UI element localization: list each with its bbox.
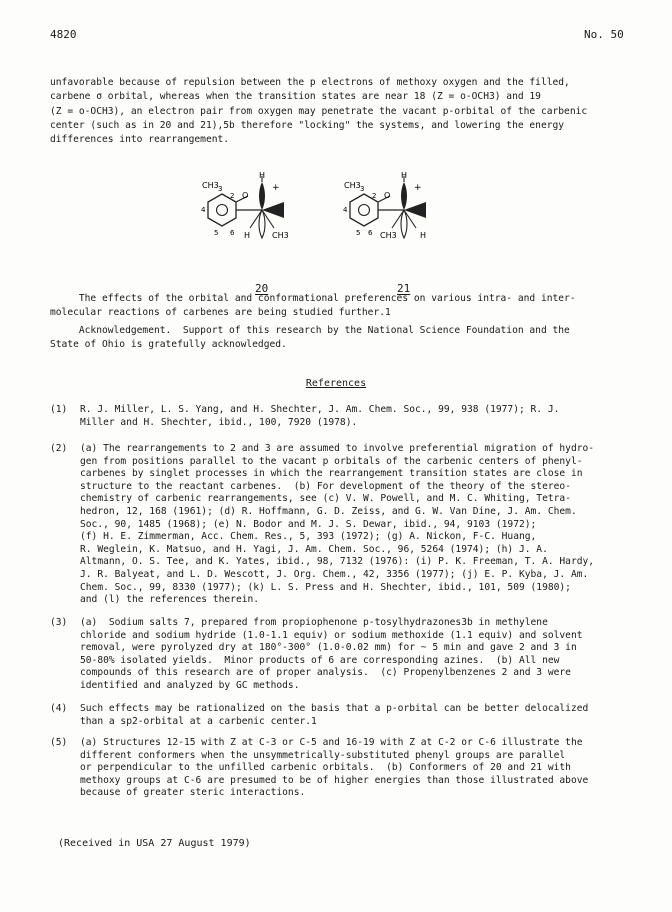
- reference-line: (a) Structures 12-15 with Z at C-3 or C-5 and 16-19 with Z at C-2 or C-6 illustrate the: [80, 737, 583, 748]
- reference-line: (a) The rearrangements to 2 and 3 are assumed to involve preferential migration of hydro-: [80, 443, 595, 454]
- reference-line: identified and analyzed by GC methods.: [80, 679, 300, 691]
- intro-line: differences into rearrangement.: [50, 134, 230, 146]
- intro-paragraph: [50, 76, 624, 147]
- reference-line: R. Weglein, K. Matsuo, and H. Yagi, J. Am. Chem. Soc., 96, 5264 (1974); (h) J. A.: [80, 543, 548, 555]
- effects-line: molecular reactions of carbenes are being studied further.1: [50, 307, 391, 319]
- reference-line: chemistry of carbenic rearrangements, see (c) V. W. Powell, and M. C. Whiting, Tetra-: [80, 493, 571, 505]
- reference-line: structure to the reactant carbenes. (b) For development of the theory of the stereo-: [80, 480, 571, 492]
- ring-position-2: 2: [230, 192, 235, 200]
- reference-line: (f) H. E. Zimmerman, Acc. Chem. Res., 5, 393 (1972); (g) A. Nickon, F-C. Huang,: [80, 531, 537, 543]
- reference-line: (a) Sodium salts 7, prepared from propiophenone p-tosylhydrazones3b in methylene: [80, 617, 548, 628]
- ch3-label: CH3: [344, 181, 361, 190]
- reference-line: or perpendicular to the unfilled carbenic orbitals. (b) Conformers of 20 and 21 with: [80, 762, 571, 774]
- ch3-label: CH3: [202, 181, 219, 190]
- reference-number: (1): [50, 404, 68, 415]
- reference-line: carbenes by singlet processes in which the rearrangement transition states are close in: [80, 468, 583, 480]
- reference-line: than a sp2-orbital at a carbenic center.1: [80, 715, 317, 727]
- reference-number: (5): [50, 737, 68, 748]
- reference-number: (4): [50, 703, 68, 714]
- intro-line: unfavorable because of repulsion between the p electrons of methoxy oxygen and the filled,: [50, 77, 570, 88]
- reference-line: Chem. Soc., 99, 8330 (1977); (k) L. S. Press and H. Shechter, ibid., 101, 509 (1980);: [80, 581, 571, 593]
- hydrogen-label: H: [420, 231, 427, 240]
- ring-position-3: 3: [218, 185, 223, 193]
- acknowledgement-line: State of Ohio is gratefully acknowledged.: [50, 339, 287, 351]
- oxygen-label: O: [384, 191, 391, 200]
- reference-line: J. R. Balyeat, and L. D. Wescott, J. Org. Chem., 42, 3356 (1977); (j) E. P. Kyba, J. Am.: [80, 568, 589, 580]
- reference-line: chloride and sodium hydride (1.0-1.1 equiv) or sodium methoxide (1.1 equiv) and solvent: [80, 629, 583, 641]
- ring-position-6: 6: [368, 229, 373, 237]
- ch3-label: CH3: [272, 231, 289, 240]
- reference-line: different conformers when the unsymmetrically-substituted phenyl groups are parallel: [80, 749, 566, 761]
- hydrogen-label: H: [401, 172, 408, 180]
- intro-line: (Z = o-OCH3), an electron pair from oxygen may penetrate the vacant p-orbital of the carbenic: [50, 105, 588, 117]
- references-heading: References: [305, 378, 367, 389]
- reference-line: removal, were pyrolyzed dry at 180°-300° (1.0-0.02 mm) for ~ 5 min and gave 2 and 3 in: [80, 642, 577, 654]
- page-number: 4820: [50, 28, 77, 41]
- reference-line: because of greater steric interactions.: [80, 787, 306, 799]
- received-date: (Received in USA 27 August 1979): [58, 838, 251, 849]
- ring-position-5: 5: [214, 229, 219, 237]
- oxygen-label: O: [242, 191, 249, 200]
- reference-line: Such effects may be rationalized on the basis that a p-orbital can be better delocalized: [80, 703, 589, 714]
- intro-line: carbene σ orbital, whereas when the transition states are near 18 (Z = o-OCH3) and 19: [50, 91, 541, 103]
- reference-line: gen from positions parallel to the vacant p orbitals of the carbenic centers of phenyl-: [80, 455, 583, 467]
- acknowledgement-paragraph: [50, 324, 624, 353]
- reference-line: hedron, 12, 168 (1961); (d) R. Hoffmann, G. D. Zeiss, and G. W. Van Dine, J. Am. Chem.: [80, 505, 577, 517]
- reference-line: Soc., 90, 1485 (1968); (e) N. Bodor and M. J. S. Dewar, ibid., 94, 9103 (1972);: [80, 518, 537, 530]
- structure-20-diagram: [200, 172, 330, 272]
- intro-line: center (such as in 20 and 21),5b therefore "locking" the systems, and lowering the energy: [50, 119, 565, 131]
- acknowledgement-line: Acknowledgement. Support of this research by the National Science Foundation and the: [50, 325, 570, 336]
- effects-paragraph: [50, 292, 624, 321]
- structure-21-diagram: [342, 172, 472, 272]
- reference-line: Miller and H. Shechter, ibid., 100, 7920 (1978).: [80, 416, 358, 428]
- reference-line: methoxy groups at C-6 are presumed to be of higher energies than those illustrated above: [80, 774, 589, 786]
- hydrogen-label: H: [259, 172, 266, 180]
- structure-20-label: 20: [255, 282, 269, 295]
- ring-position-4: 4: [201, 206, 206, 214]
- reference-line: compounds of this research are of proper analysis. (c) Propenylbenzenes 2 and 3 were: [80, 667, 571, 679]
- ring-position-2: 2: [372, 192, 377, 200]
- effects-line: The effects of the orbital and conformational preferences on various intra- and inter-: [50, 293, 576, 304]
- ring-position-6: 6: [230, 229, 235, 237]
- ring-position-5: 5: [356, 229, 361, 237]
- ch3-label: CH3: [380, 231, 397, 240]
- structure-21-label: 21: [397, 282, 411, 295]
- ring-position-4: 4: [343, 206, 348, 214]
- reference-line: Altmann, O. S. Tee, and K. Yates, ibid., 98, 7132 (1976): (i) P. K. Freeman, T. A. Hardy,: [80, 556, 595, 568]
- reference-line: R. J. Miller, L. S. Yang, and H. Shechter, J. Am. Chem. Soc., 99, 938 (1977); R. J.: [80, 404, 560, 415]
- issue-number: No. 50: [584, 28, 624, 41]
- hydrogen-label: H: [244, 231, 251, 240]
- ring-position-3: 3: [360, 185, 365, 193]
- charge-plus: +: [272, 183, 280, 193]
- reference-number: (2): [50, 443, 68, 454]
- reference-line: 50-80% isolated yields. Minor products of 6 are corresponding azines. (b) All new: [80, 654, 560, 666]
- reference-line: and (l) the references therein.: [80, 594, 260, 606]
- reference-number: (3): [50, 617, 68, 628]
- charge-plus: +: [414, 183, 422, 193]
